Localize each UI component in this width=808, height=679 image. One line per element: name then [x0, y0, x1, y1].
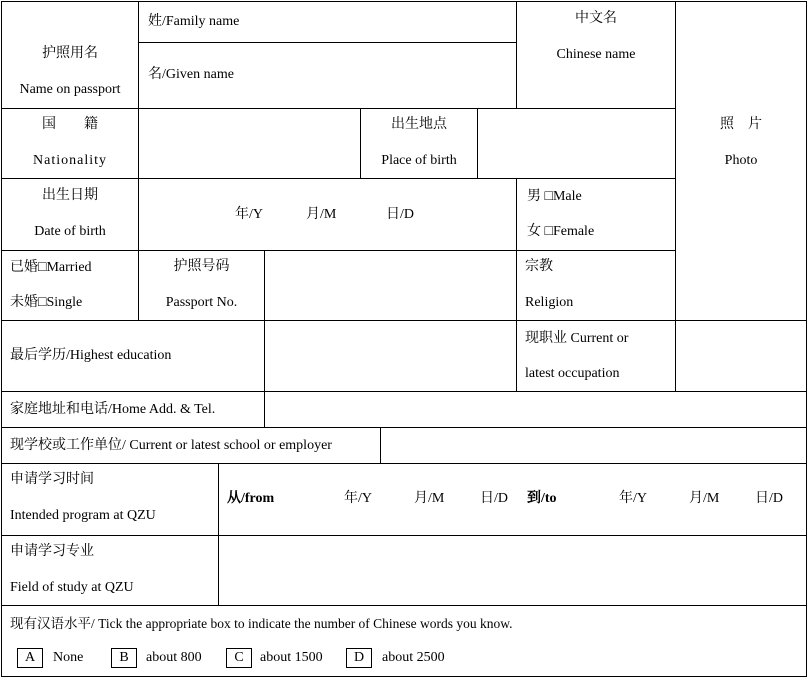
program-to-label: 到/to — [527, 491, 557, 506]
home-address-field[interactable] — [265, 392, 806, 427]
grid-line — [1, 676, 807, 677]
program-from-year[interactable]: 年/Y — [344, 491, 372, 506]
field-label-en: Field of study at QZU — [10, 580, 134, 595]
dob-year[interactable]: 年/Y — [235, 207, 263, 222]
dob-label-cn: 出生日期 — [42, 188, 98, 203]
place-of-birth-field[interactable] — [478, 109, 675, 178]
nationality-label-cn: 国 籍 — [42, 117, 98, 132]
grid-line — [516, 178, 517, 391]
option-b-box[interactable]: B — [111, 648, 137, 668]
passport-no-label-en: Passport No. — [165, 295, 238, 310]
grid-line — [1, 605, 807, 606]
photo-area[interactable] — [676, 2, 806, 320]
marital-single-checkbox[interactable]: 未婚□Single — [10, 295, 83, 310]
option-a-text: None — [53, 650, 84, 665]
chinese-name-label-cn: 中文名 — [575, 11, 617, 26]
program-from-label: 从/from — [227, 491, 275, 506]
program-label-en: Intended program at QZU — [10, 508, 156, 523]
religion-label-cn: 宗教 — [525, 259, 553, 274]
option-d-text: about 2500 — [382, 650, 445, 665]
option-c-box[interactable]: C — [226, 648, 252, 668]
school-label: 现学校或工作单位/ Current or latest school or employer — [10, 438, 332, 453]
place-of-birth-label-cn: 出生地点 — [391, 117, 447, 132]
program-from-month[interactable]: 月/M — [414, 491, 445, 506]
school-field[interactable] — [381, 428, 806, 463]
field-label-cn: 申请学习专业 — [10, 544, 94, 559]
nationality-field[interactable] — [139, 109, 360, 178]
chinese-level-label: 现有汉语水平/ Tick the appropriate box to indicate the number of Chinese words you know. — [10, 616, 513, 631]
home-address-label: 家庭地址和电话/Home Add. & Tel. — [10, 402, 216, 417]
passport-no-field[interactable] — [265, 251, 516, 320]
option-a-box[interactable]: A — [17, 648, 43, 668]
option-b-text: about 800 — [146, 650, 202, 665]
option-d-box[interactable]: D — [346, 648, 372, 668]
given-name-field[interactable]: 名/Given name — [148, 67, 234, 82]
program-label-cn: 申请学习时间 — [10, 472, 94, 487]
education-label: 最后学历/Highest education — [10, 348, 172, 363]
passport-name-label-en: Name on passport — [19, 82, 121, 97]
gender-female-checkbox[interactable]: 女 □Female — [527, 224, 595, 239]
passport-name-label-cn: 护照用名 — [42, 46, 98, 61]
dob-month[interactable]: 月/M — [306, 207, 337, 222]
gender-male-checkbox[interactable]: 男 □Male — [527, 189, 582, 204]
dob-day[interactable]: 日/D — [386, 207, 414, 222]
grid-line — [1, 178, 675, 179]
photo-label-en: Photo — [724, 153, 758, 168]
nationality-label-en: Nationality — [33, 153, 107, 168]
program-to-year[interactable]: 年/Y — [619, 491, 647, 506]
field-of-study-field[interactable] — [219, 536, 806, 605]
chinese-name-label-en: Chinese name — [556, 47, 636, 62]
grid-line — [806, 1, 807, 677]
family-name-field[interactable]: 姓/Family name — [148, 14, 240, 29]
occupation-label-line2: latest occupation — [525, 366, 620, 381]
option-c-text: about 1500 — [260, 650, 323, 665]
religion-label-en: Religion — [525, 295, 574, 310]
program-to-month[interactable]: 月/M — [689, 491, 720, 506]
place-of-birth-label-en: Place of birth — [381, 153, 457, 168]
grid-line — [138, 42, 516, 43]
dob-label-en: Date of birth — [34, 224, 106, 239]
passport-no-label-cn: 护照号码 — [173, 259, 230, 274]
education-field[interactable] — [265, 321, 516, 391]
program-to-day[interactable]: 日/D — [755, 491, 783, 506]
marital-married-checkbox[interactable]: 已婚□Married — [10, 260, 92, 275]
occupation-field[interactable] — [676, 321, 806, 391]
grid-line — [1, 1, 2, 677]
photo-label-cn: 照 片 — [720, 117, 762, 132]
grid-line — [1, 463, 807, 464]
occupation-label-line1: 现职业 Current or — [525, 331, 629, 346]
program-from-day[interactable]: 日/D — [480, 491, 508, 506]
